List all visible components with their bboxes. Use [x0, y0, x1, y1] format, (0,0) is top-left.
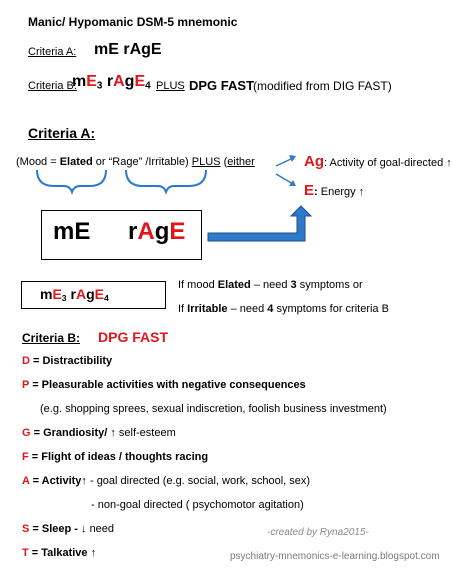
irritable-rule: If Irritable – need 4 symptoms for criteria B — [178, 303, 389, 315]
mood-line: (Mood = Elated or “Rage” /Irritable) PLUS (either — [16, 156, 255, 168]
elated-rule: If mood Elated – need 3 symptoms or — [178, 279, 363, 291]
item-a: A = Activity↑ - goal directed (e.g. social, work, school, sex) — [22, 475, 311, 487]
brace-rage — [126, 170, 206, 192]
item-s: S = Sleep - ↓ need — [22, 523, 115, 535]
section-a-heading: Criteria A: — [28, 125, 96, 141]
criteria-b-mnemonic: $mE_3$ rAgE$_4$ — [72, 73, 151, 92]
item-t: T = Talkative ↑ — [22, 547, 97, 559]
item-g: G = Grandiosity/ ↑ self-esteem — [22, 427, 176, 439]
arrow-e — [276, 174, 293, 184]
plus-label: PLUS — [156, 80, 185, 92]
item-p: P = Pleasurable activities with negative consequences — [22, 379, 306, 391]
big-me: mE — [53, 218, 91, 245]
big-arrow — [208, 206, 311, 241]
credit: -created by Ryna2015- — [267, 527, 369, 538]
energy-line: E: Energy ↑ — [304, 182, 365, 199]
me3-rage4: $mE_3$ rAgE$_4$ — [40, 286, 109, 304]
section-b-subtitle: DPG FAST — [98, 329, 169, 345]
criteria-b-label: Criteria B: — [28, 80, 77, 92]
non-goal-line: - non-goal directed ( psychomotor agitation) — [91, 499, 304, 511]
ag-line: Ag: Activity of goal-directed ↑ — [304, 153, 452, 170]
arrow-ag-head — [289, 155, 296, 162]
big-rage: rAgE — [128, 218, 186, 245]
dpg-fast-label: DPG FAST — [189, 78, 255, 93]
p-examples: (e.g. shopping sprees, sexual indiscretion, foolish business investment) — [40, 403, 387, 415]
criteria-a-mnemonic: mE rAgE — [94, 41, 162, 58]
brace-elated — [37, 170, 106, 192]
dig-fast-note: (modified from DIG FAST) — [253, 79, 392, 93]
section-b-heading: Criteria B: — [22, 331, 81, 345]
page-title: Manic/ Hypomanic DSM-5 mnemonic — [28, 15, 238, 29]
criteria-a-label: Criteria A: — [28, 46, 77, 58]
arrow-ag — [276, 158, 293, 166]
item-f: F = Flight of ideas / thoughts racing — [22, 451, 209, 463]
item-d: D = Distractibility — [22, 355, 113, 367]
source-url[interactable]: psychiatry-mnemonics-e-learning.blogspot.com — [230, 551, 440, 562]
